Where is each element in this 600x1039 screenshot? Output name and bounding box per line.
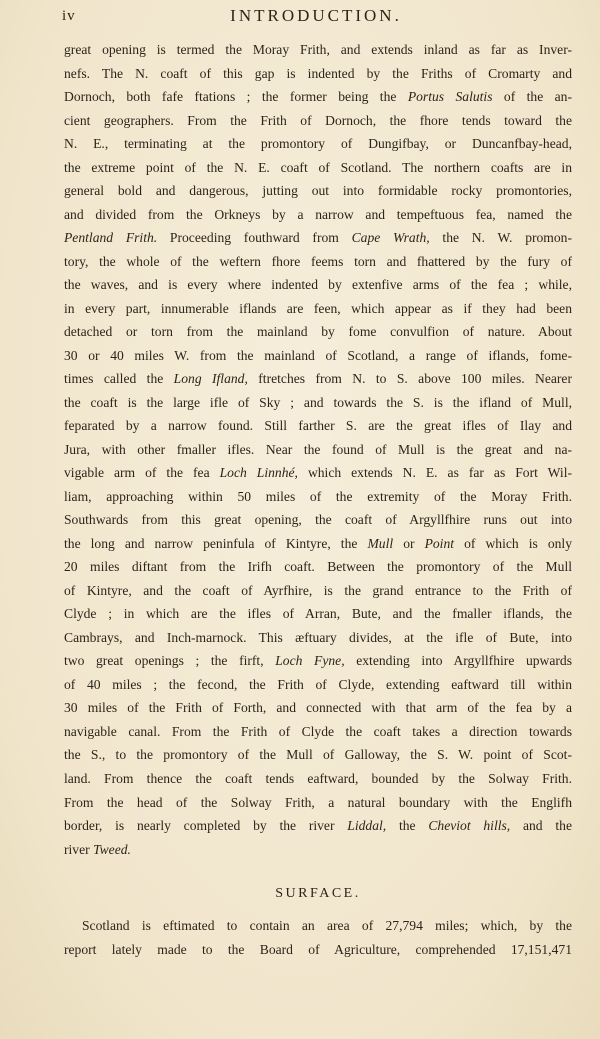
text-line: 30 miles of the Frith of Forth, and connected with that arm of the fea by a: [64, 700, 572, 716]
text-line: report lately made to the Board of Agriculture, comprehended 17,151,471: [64, 941, 572, 957]
text-line: cient geographers. From the Frith of Dornoch, the fhore tends toward the: [64, 112, 572, 128]
text-line: navigable canal. From the Frith of Clyde the coaft takes a direction towards: [64, 723, 572, 739]
text-line: the coaft is the large ifle of Sky ; and towards the S. is the ifland of Mull,: [64, 394, 572, 410]
text-line: Pentland Frith. Proceeding fouthward from Cape Wrath, the N. W. promon-: [64, 230, 573, 246]
text-line: times called the Long Ifland, ftretches from N. to S. above 100 miles. Nearer: [64, 371, 572, 387]
text-line: From the head of the Solway Frith, a natural boundary with the Englifh: [64, 794, 572, 810]
text-line: Scotland is eftimated to contain an area of 27,794 miles; which, by the: [82, 918, 572, 933]
text-line: border, is nearly completed by the river Liddal, the Cheviot hills, and the: [64, 818, 572, 834]
text-line: 30 or 40 miles W. from the mainland of Scotland, a range of iflands, fome-: [64, 347, 572, 363]
text-line: of Kintyre, and the coaft of Ayrfhire, is the grand entrance to the Frith of: [64, 582, 572, 598]
text-line: the extreme point of the N. E. coaft of Scotland. The northern coafts are in: [64, 159, 572, 175]
text-line: Cambrays, and Inch-marnock. This æftuary divides, at the ifle of Bute, into: [64, 629, 572, 645]
page-number: iv: [62, 8, 76, 24]
text-line: the S., to the promontory of the Mull of Galloway, the S. W. point of Scot-: [64, 747, 572, 763]
text-line: liam, approaching within 50 miles of the extremity of the Moray Frith.: [64, 488, 572, 504]
text-line: the waves, and is every where indented by extenfive arms of the fea ; while,: [64, 277, 572, 293]
text-line: the long and narrow peninfula of Kintyre, the Mull or Point of which is only: [64, 535, 572, 551]
text-line: great opening is termed the Moray Frith, and extends inland as far as Inver-: [64, 42, 572, 57]
text-line: vigable arm of the fea Loch Linnhé, which extends N. E. as far as Fort Wil-: [64, 465, 573, 481]
text-line: Jura, with other fmaller ifles. Near the found of Mull is the great and na-: [64, 441, 572, 457]
text-line: of 40 miles ; the fecond, the Frith of Clyde, extending eaftward till within: [64, 676, 572, 692]
page-header: [62, 6, 570, 30]
section-heading: SURFACE.: [275, 886, 361, 901]
text-line: nefs. The N. coaft of this gap is indented by the Friths of Cromarty and: [64, 65, 572, 81]
text-line: detached or torn from the mainland by fome convulfion of nature. About: [64, 324, 572, 340]
text-line: Southwards from this great opening, the coaft of Argyllfhire runs out into: [64, 512, 572, 528]
text-line: Dornoch, both fafe ftations ; the former being the Portus Salutis of the an-: [64, 89, 572, 105]
text-line: and divided from the Orkneys by a narrow and tempeftuous fea, named the: [64, 206, 572, 222]
running-title: INTRODUCTION.: [230, 6, 402, 25]
text-line: N. E., terminating at the promontory of Dungifbay, or Duncanfbay-head,: [64, 136, 572, 152]
text-line: Clyde ; in which are the ifles of Arran, Bute, and the fmaller iflands, the: [64, 606, 572, 622]
text-line: tory, the whole of the weftern fhore feems torn and fhattered by the fury of: [64, 253, 572, 269]
surface-paragraph: [64, 914, 572, 961]
text-line: two great openings ; the firft, Loch Fyne, extending into Argyllfhire upwards: [64, 653, 573, 669]
text-line: 20 miles diftant from the Irifh coaft. Between the promontory of the Mull: [64, 559, 572, 575]
body-text: [64, 38, 572, 861]
text-line: in every part, innumerable iflands are feen, which appear as if they had been: [64, 300, 572, 316]
text-line: river Tweed.: [64, 841, 131, 857]
text-line: feparated by a narrow found. Still farther S. are the great ifles of Ilay and: [64, 418, 572, 434]
text-line: general bold and dangerous, jutting out into formidable rocky promontories,: [64, 183, 572, 199]
text-line: land. From thence the coaft tends eaftward, bounded by the Solway Frith.: [64, 770, 572, 786]
